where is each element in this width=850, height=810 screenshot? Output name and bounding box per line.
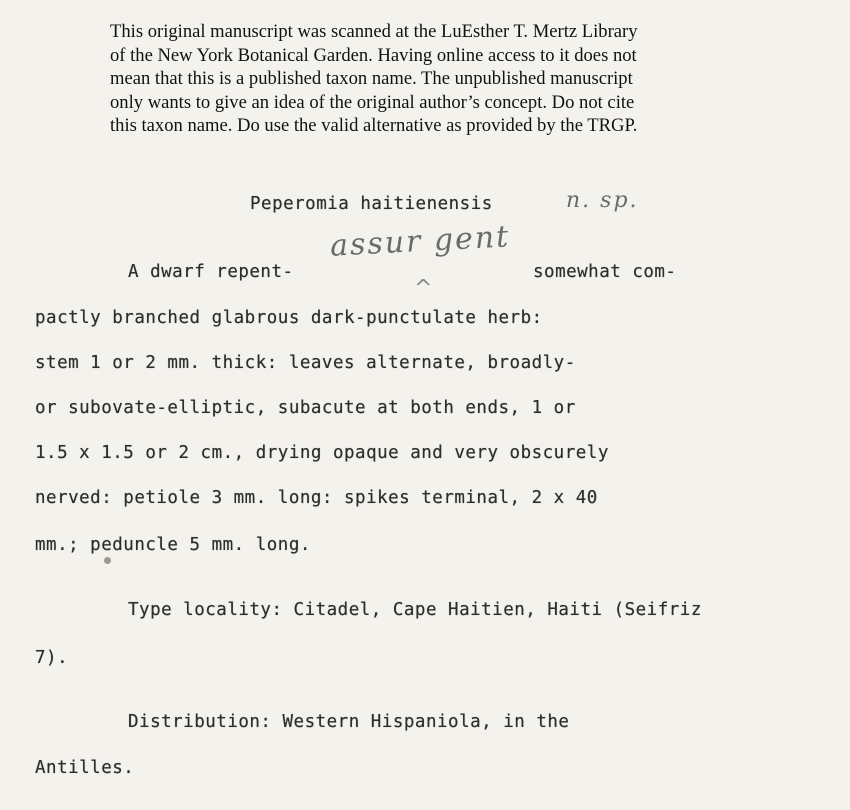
description-line: pactly branched glabrous dark-punctulate herb: <box>35 308 543 328</box>
library-notice <box>110 20 750 138</box>
description-line: mm.; peduncle 5 mm. long. <box>35 535 311 555</box>
description-line: nerved: petiole 3 mm. long: spikes terminal, 2 x 40 <box>35 488 598 508</box>
notice-line: This original manuscript was scanned at the LuEsther T. Mertz Library <box>110 21 638 42</box>
insertion-caret: ^ <box>414 276 433 301</box>
description-line: somewhat com- <box>533 262 677 282</box>
handwritten-n-sp: n. sp. <box>566 188 639 213</box>
distribution-line: Antilles. <box>35 758 135 778</box>
handwritten-insertion: assur gent <box>329 219 512 264</box>
species-title: Peperomia haitienensis <box>250 194 493 214</box>
notice-line: this taxon name. Do use the valid alternative as provided by the TRGP. <box>110 115 638 136</box>
description-line: or subovate-elliptic, subacute at both ends, 1 or <box>35 398 576 418</box>
notice-line: of the New York Botanical Garden. Having online access to it does not <box>110 44 637 66</box>
type-locality-line: 7). <box>35 648 69 668</box>
type-locality-line: Type locality: Citadel, Cape Haitien, Haiti (Seifriz <box>128 600 702 620</box>
notice-line: only wants to give an idea of the original author’s concept. Do not cite <box>110 91 635 113</box>
description-line: 1.5 x 1.5 or 2 cm., drying opaque and very obscurely <box>35 443 609 463</box>
notice-line: mean that this is a published taxon name. The unpublished manuscript <box>110 68 633 89</box>
description-line: stem 1 or 2 mm. thick: leaves alternate, broadly- <box>35 353 576 373</box>
distribution-line: Distribution: Western Hispaniola, in the <box>128 712 570 732</box>
description-line: A dwarf repent- <box>128 262 294 282</box>
ink-spot <box>104 557 111 564</box>
